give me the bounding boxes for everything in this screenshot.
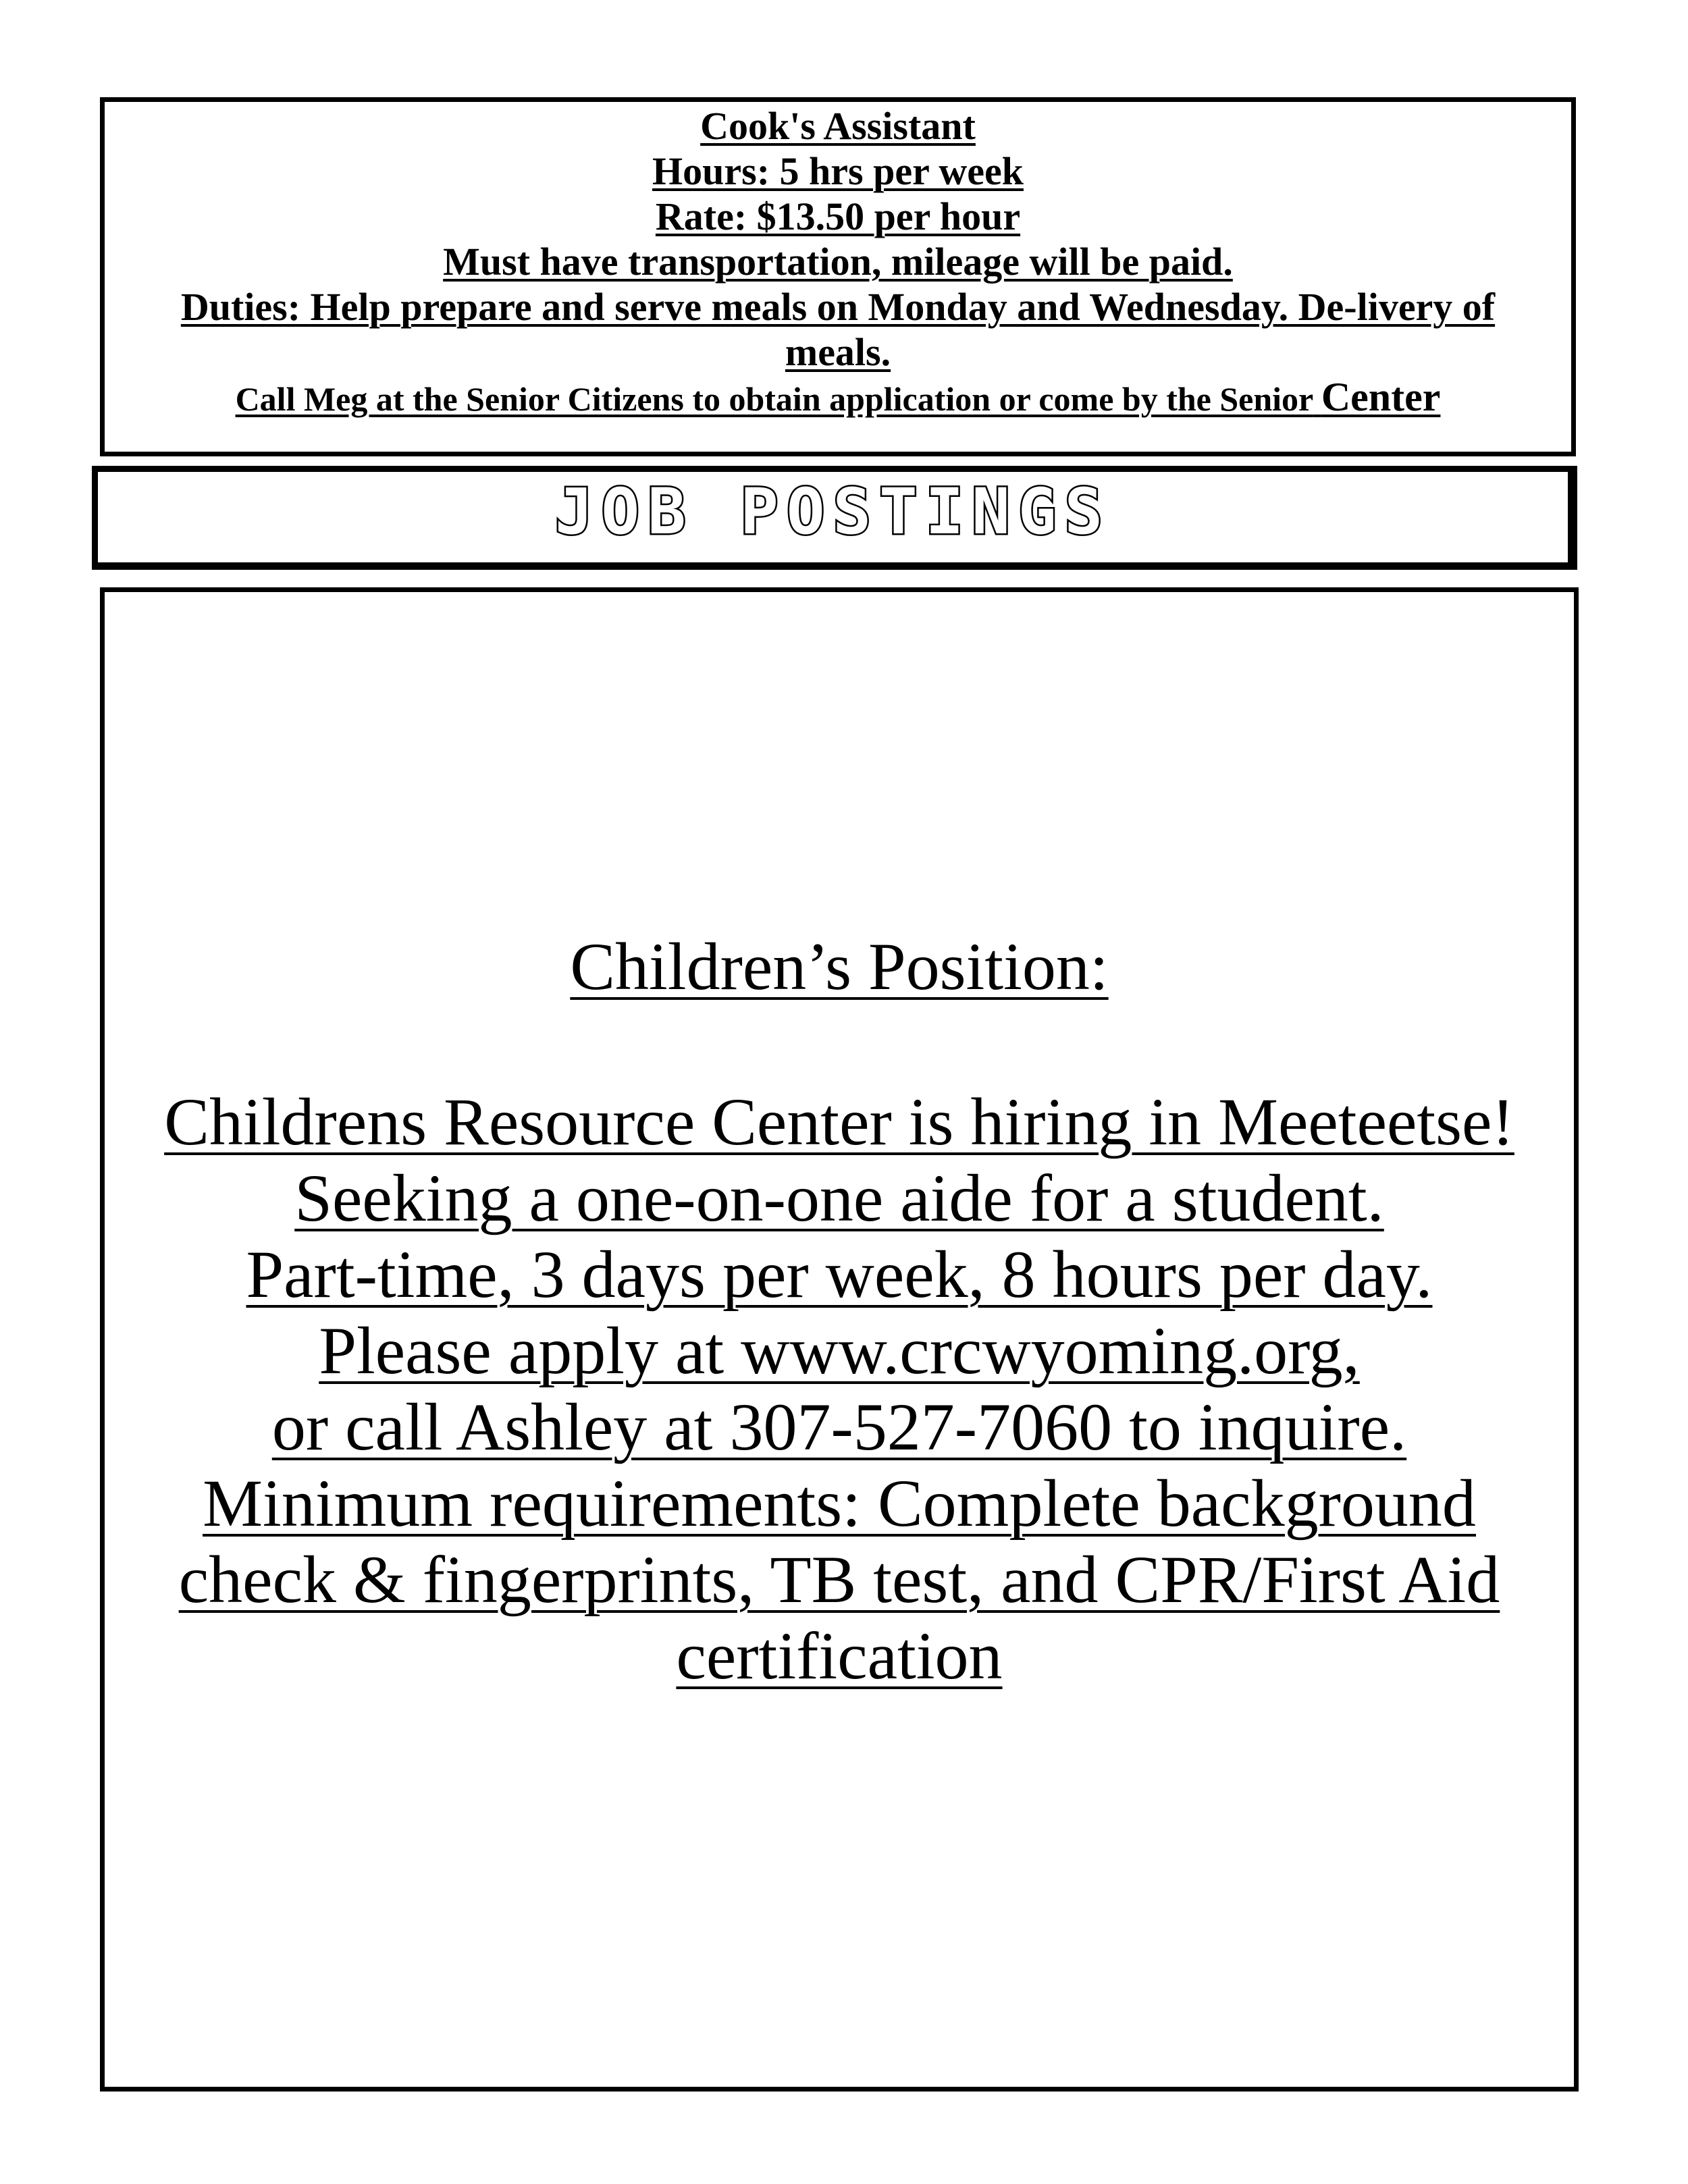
posting-line bbox=[105, 1160, 1574, 1236]
cooks-assistant-posting bbox=[100, 97, 1576, 456]
posting-line-text: Seeking a one-on-one aide for a student. bbox=[294, 1161, 1384, 1235]
posting-line bbox=[105, 1389, 1574, 1465]
posting-line-text: Please apply at www.crcwyoming.org, bbox=[319, 1313, 1360, 1388]
cook-contact-end: Center bbox=[1321, 375, 1441, 419]
childrens-position-heading-text: Children’s Position: bbox=[570, 929, 1109, 1004]
posting-line bbox=[105, 1618, 1574, 1694]
childrens-position-heading bbox=[105, 926, 1574, 1007]
cook-contact bbox=[105, 375, 1571, 422]
cook-title: Cook's Assistant bbox=[700, 104, 976, 148]
cook-hours: Hours: 5 hrs per week bbox=[652, 149, 1024, 193]
posting-line-text: Childrens Resource Center is hiring in Meeteetse! bbox=[164, 1084, 1514, 1159]
posting-line bbox=[105, 1084, 1574, 1160]
posting-line bbox=[105, 1541, 1574, 1618]
posting-line bbox=[105, 1236, 1574, 1312]
cook-duties: Duties: Help prepare and serve meals on Monday and Wednesday. De-livery of meals. bbox=[180, 285, 1496, 374]
cook-transportation: Must have transportation, mileage will be paid. bbox=[443, 240, 1233, 284]
job-postings-title: JOB POSTINGS bbox=[554, 475, 1111, 549]
childrens-position-posting bbox=[100, 587, 1579, 2092]
posting-line-text: check & fingerprints, TB test, and CPR/First Aid bbox=[178, 1542, 1500, 1617]
childrens-position-body bbox=[105, 1084, 1574, 1694]
cook-contact-text: Call Meg at the Senior Citizens to obtain application or come by the Senior bbox=[235, 380, 1313, 418]
posting-line-text: or call Ashley at 307-527-7060 to inquire. bbox=[271, 1389, 1407, 1464]
posting-line-text: Part-time, 3 days per week, 8 hours per day. bbox=[246, 1237, 1433, 1312]
cook-rate: Rate: $13.50 per hour bbox=[655, 194, 1021, 238]
job-postings-banner bbox=[92, 466, 1577, 570]
posting-line bbox=[105, 1312, 1574, 1389]
posting-line-text: certification bbox=[676, 1618, 1003, 1693]
posting-line-text: Minimum requirements: Complete background bbox=[203, 1466, 1476, 1541]
posting-line bbox=[105, 1465, 1574, 1541]
